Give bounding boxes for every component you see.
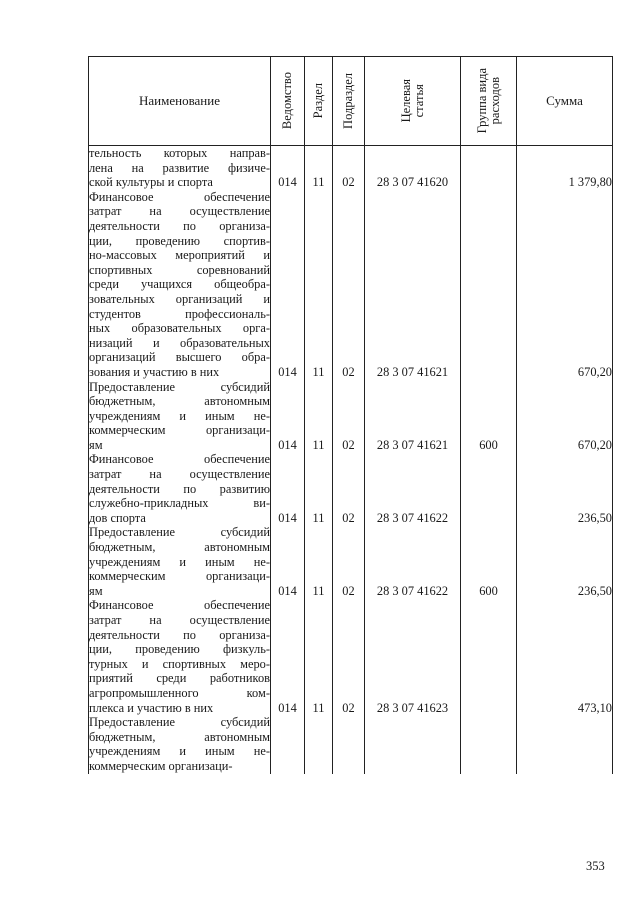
cell-sum — [517, 715, 613, 773]
name-line: Предоставление субсидий — [89, 379, 270, 394]
name-line: деятельности по организа- — [89, 218, 270, 233]
name-line: бюджетным, автономным — [89, 394, 270, 409]
name-line: учреждениям и иным не- — [89, 554, 270, 569]
name-line: ции, проведению спортив- — [89, 233, 270, 248]
cell-subsection: 02 — [333, 598, 365, 715]
header-group: Группа вида расходов — [461, 57, 517, 146]
name-line: бюджетным, автономным — [89, 540, 270, 555]
table-row — [89, 146, 613, 190]
cell-group — [461, 146, 517, 190]
header-section: Раздел — [305, 57, 333, 146]
name-line: агропромышленного ком- — [89, 685, 270, 700]
cell-subsection: 02 — [333, 190, 365, 380]
cell-article: 28 3 07 41620 — [365, 146, 461, 190]
header-article: Целевая статья — [365, 57, 461, 146]
cell-dept: 014 — [271, 452, 305, 525]
cell-article: 28 3 07 41623 — [365, 598, 461, 715]
cell-section: 11 — [305, 380, 333, 453]
cell-subsection: 02 — [333, 452, 365, 525]
name-line: ям — [89, 583, 103, 598]
name-line: коммерческим организаци- — [89, 758, 233, 773]
cell-name — [89, 146, 271, 190]
cell-name — [89, 598, 271, 715]
name-line: ции, проведению физкуль- — [89, 642, 270, 657]
name-line: учреждениям и иным не- — [89, 408, 270, 423]
table-row — [89, 715, 613, 773]
cell-article: 28 3 07 41621 — [365, 190, 461, 380]
cell-section: 11 — [305, 452, 333, 525]
cell-group — [461, 190, 517, 380]
cell-sum: 236,50 — [517, 452, 613, 525]
cell-sum: 473,10 — [517, 598, 613, 715]
header-subsection: Подраздел — [333, 57, 365, 146]
name-line: деятельности по организа- — [89, 627, 270, 642]
name-line: Предоставление субсидий — [89, 715, 270, 730]
table-row — [89, 380, 613, 453]
name-line: ям — [89, 437, 103, 452]
name-line: организаций высшего обра- — [89, 350, 270, 365]
name-line: приятий среди работников — [89, 671, 270, 686]
cell-subsection — [333, 715, 365, 773]
table-row — [89, 525, 613, 598]
name-line: ных образовательных орга- — [89, 321, 270, 336]
cell-sum: 670,20 — [517, 190, 613, 380]
cell-name — [89, 452, 271, 525]
name-line: затрат на осуществление — [89, 613, 270, 627]
cell-article: 28 3 07 41622 — [365, 452, 461, 525]
name-line: бюджетным, автономным — [89, 729, 270, 744]
cell-dept — [271, 715, 305, 773]
name-line: затрат на осуществление — [89, 467, 270, 482]
cell-dept: 014 — [271, 146, 305, 190]
budget-table — [88, 56, 613, 774]
name-line: Финансовое обеспечение — [89, 452, 270, 467]
name-line: среди учащихся общеобра- — [89, 277, 270, 292]
cell-dept: 014 — [271, 190, 305, 380]
name-line: Финансовое обеспечение — [89, 598, 270, 613]
cell-name — [89, 525, 271, 598]
name-line: ской культуры и спорта — [89, 175, 213, 190]
page-number: 353 — [586, 859, 605, 873]
cell-group — [461, 452, 517, 525]
cell-section — [305, 715, 333, 773]
name-line: коммерческим организаци- — [89, 423, 270, 438]
cell-article — [365, 715, 461, 773]
table-row — [89, 598, 613, 715]
name-line: но-массовых мероприятий и — [89, 248, 270, 263]
cell-section: 11 — [305, 525, 333, 598]
table-row — [89, 452, 613, 525]
cell-section: 11 — [305, 598, 333, 715]
name-line: плекса и участию в них — [89, 700, 214, 715]
cell-group: 600 — [461, 380, 517, 453]
cell-section: 11 — [305, 146, 333, 190]
cell-dept: 014 — [271, 598, 305, 715]
name-line: лена на развитие физиче- — [89, 160, 270, 175]
name-line: затрат на осуществление — [89, 204, 270, 219]
header-name: Наименование — [89, 57, 271, 146]
name-line: низаций и образовательных — [89, 335, 270, 350]
cell-name — [89, 190, 271, 380]
cell-article: 28 3 07 41621 — [365, 380, 461, 453]
name-line: коммерческим организаци- — [89, 569, 270, 584]
cell-sum: 236,50 — [517, 525, 613, 598]
cell-subsection: 02 — [333, 146, 365, 190]
name-line: учреждениям и иным не- — [89, 744, 270, 759]
name-line: дов спорта — [89, 510, 146, 525]
name-line: Предоставление субсидий — [89, 525, 270, 540]
name-line: зования и участию в них — [89, 364, 220, 379]
cell-dept: 014 — [271, 380, 305, 453]
table-header-row — [89, 57, 613, 146]
name-line: деятельности по развитию — [89, 481, 270, 496]
header-dept: Ведомство — [271, 57, 305, 146]
name-line: студентов профессиональ- — [89, 306, 270, 321]
cell-dept: 014 — [271, 525, 305, 598]
name-line: зовательных организаций и — [89, 291, 270, 306]
cell-sum: 1 379,80 — [517, 146, 613, 190]
name-line: тельность которых направ- — [89, 146, 270, 160]
cell-article: 28 3 07 41622 — [365, 525, 461, 598]
cell-subsection: 02 — [333, 525, 365, 598]
cell-subsection: 02 — [333, 380, 365, 453]
table-row — [89, 190, 613, 380]
cell-name — [89, 380, 271, 453]
cell-sum: 670,20 — [517, 380, 613, 453]
cell-group — [461, 715, 517, 773]
cell-group: 600 — [461, 525, 517, 598]
table-body — [89, 146, 613, 774]
cell-name — [89, 715, 271, 773]
cell-group — [461, 598, 517, 715]
name-line: спортивных соревнований — [89, 262, 270, 277]
cell-section: 11 — [305, 190, 333, 380]
name-line: турных и спортивных меро- — [89, 656, 270, 671]
name-line: служебно-прикладных ви- — [89, 496, 270, 511]
header-sum: Сумма — [517, 57, 613, 146]
name-line: Финансовое обеспечение — [89, 189, 270, 204]
